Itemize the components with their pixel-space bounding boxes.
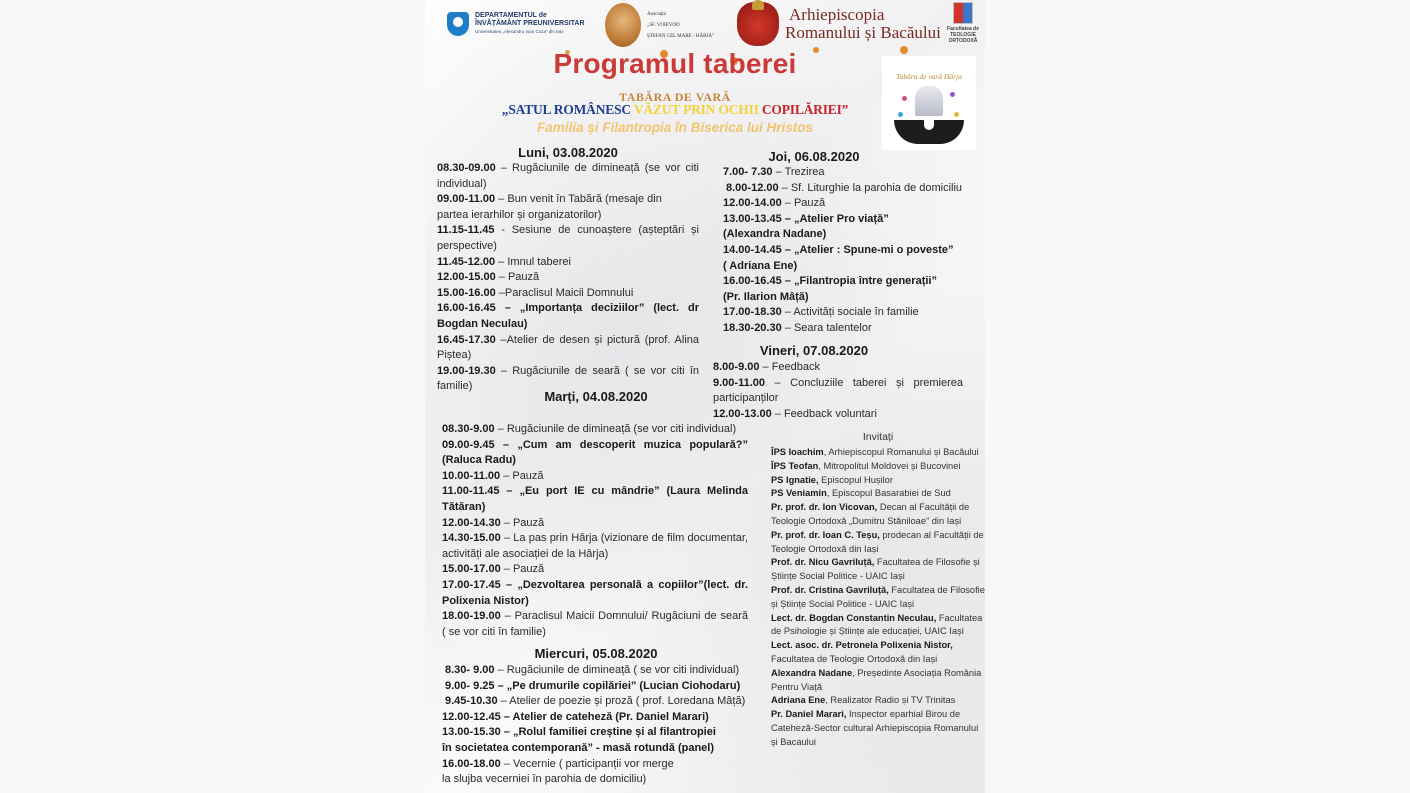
entry-text: – „Filantropia între generații” (781, 275, 937, 288)
entry-text: – „Atelier : Spune-mi o poveste” (781, 243, 954, 256)
guest-item (771, 639, 985, 667)
entry-time: 8.00-9.00 (713, 361, 760, 373)
entry-text: – Concluziile taberei și premierea participanților (713, 376, 963, 405)
entry-time: 10.00-11.00 (442, 469, 501, 482)
camp-theme-part1: „SATUL ROMÂNESC (501, 102, 634, 117)
entry-text: – Seara talentelor (781, 321, 872, 334)
entry-text: – Rugăciunile de dimineață (se vor citi individual) (437, 162, 699, 190)
guest-name: ÎPS Teofan (771, 460, 819, 471)
entry-text: –Atelier de desen și pictură (prof. Alina Piștea) (437, 333, 699, 362)
arch-logo-line2: Romanului și Bacăului (785, 23, 941, 42)
schedule-entry (442, 516, 748, 532)
fac-logo-line1: Facultatea de (947, 26, 979, 32)
schedule-entry (723, 212, 973, 228)
entry-text: ( Adriana Ene) (723, 259, 798, 272)
schedule-entry (713, 360, 963, 376)
entry-time: 12.00-14.30 (442, 516, 501, 529)
guest-role: Inspector eparhial Birou de Cateheză-Sector cultural Arhiepiscopia Romanului și Bacaului (771, 709, 979, 747)
entry-time: 19.00-19.30 (437, 364, 496, 377)
schedule-entry (723, 165, 973, 181)
guest-role: Decan al Facultății de Teologie Ortodoxă „Dumitru Stăniloae” din Iași (771, 502, 970, 526)
entry-time: 17.00-18.30 (723, 306, 782, 319)
guest-name: Adriana Ene (771, 695, 826, 706)
guest-name: PS Ignatie, (771, 474, 819, 485)
schedule-entry (442, 679, 762, 695)
entry-time: 08.30-9.00 (442, 423, 495, 435)
assoc-logo-line1: Asociația (647, 11, 666, 17)
fac-logo-line3: ORTODOXĂ (948, 38, 978, 44)
schedule-entry (723, 321, 973, 337)
schedule-entry (723, 181, 973, 197)
guest-role: , Realizator Radio și TV Trinitas (825, 695, 956, 706)
schedule-marti (442, 422, 748, 640)
schedule-entry (442, 469, 748, 485)
guest-item (771, 529, 985, 557)
entry-text: – „Pe drumurile copilăriei” (Lucian Ciohodaru) (494, 679, 741, 692)
open-hands-icon (894, 120, 964, 144)
entry-time: 16.00-16.45 (723, 275, 782, 288)
camp-subtitle: TABĂRA DE VARĂ (619, 90, 731, 104)
dep-logo-line3: Universitatea „Alexandru Ioan Cuza” din Iași (475, 29, 564, 34)
guest-name: Pr. Daniel Marari, (771, 709, 847, 720)
entry-time: 8.00-12.00 (726, 181, 779, 194)
schedule-entry (437, 161, 699, 192)
guest-item (771, 612, 985, 640)
schedule-entry (437, 301, 699, 332)
guest-item (771, 501, 985, 529)
entry-text: – Rugăciunile de seară ( se vor citi în familie) (437, 364, 699, 393)
guest-item (771, 694, 985, 708)
assoc-logo-line3: ȘTEFAN CEL MARE - HÂRJA” (647, 33, 715, 39)
page-title: Programul taberei (553, 48, 797, 79)
entry-text: – Atelier de cateheză (Pr. Daniel Marari) (500, 710, 709, 723)
entry-text: la slujba vecerniei în parohia de domiciliu) (442, 773, 647, 786)
camp-program-poster (425, 0, 985, 793)
day-heading-marti: Marți, 04.08.2020 (544, 389, 648, 404)
guest-role: , Episcopul Basarabiei de Sud (826, 488, 951, 499)
schedule-entry (723, 196, 973, 212)
guest-item (771, 667, 985, 695)
schedule-entry (442, 694, 762, 710)
entry-text: – Pauză (500, 469, 544, 482)
schedule-entry (442, 531, 748, 562)
schedule-entry-cont (723, 259, 973, 275)
guest-role: , Mitropolitul Moldovei și Bucovinei (818, 460, 961, 471)
entry-time: 09.00-11.00 (437, 193, 496, 206)
entry-time: 9.45-10.30 (445, 695, 498, 708)
confetti-icon (902, 96, 907, 101)
entry-text: – Imnul taberei (495, 255, 571, 268)
schedule-entry (442, 438, 748, 469)
department-logo (447, 12, 585, 36)
entry-time: 08.30-09.00 (437, 162, 496, 174)
guest-role: Episcopul Hușilor (818, 474, 893, 485)
arch-logo-line1: Arhiepiscopia (789, 5, 885, 24)
schedule-entry (437, 333, 699, 364)
schedule-vineri (713, 360, 963, 422)
entry-text: - Sesiune de cunoaștere (așteptări și perspective) (437, 224, 699, 252)
entry-text: (Alexandra Nadane) (723, 228, 827, 241)
entry-time: 9.00- 9.25 (445, 679, 495, 692)
camp-theme-part2: VĂZUT PRIN OCHII (633, 102, 762, 117)
association-logo (605, 3, 714, 47)
entry-text: – Pauză (500, 563, 545, 576)
guest-item (771, 487, 985, 501)
entry-text: – Atelier de poezie și proză ( prof. Loredana Mâță) (497, 695, 746, 708)
guests-heading: Invitați (862, 431, 894, 443)
entry-time: 15.00-17.00 (442, 563, 501, 576)
guest-role: Facultatea de Filosofie și Științe Social Politice - UAIC Iași (771, 557, 980, 582)
entry-text: – Pauză (781, 197, 826, 210)
schedule-entry (723, 305, 973, 321)
entry-time: 12.00-12.45 (442, 710, 501, 723)
entry-time: 18.00-19.00 (442, 610, 501, 623)
schedule-entry (442, 562, 748, 578)
schedule-entry (442, 609, 748, 640)
entry-time: 17.00-17.45 (442, 578, 501, 591)
guest-item (771, 584, 985, 612)
guest-item (771, 708, 985, 749)
schedule-entry (723, 243, 973, 259)
entry-text: – Feedback (759, 361, 821, 373)
schedule-entry-cont (442, 741, 762, 757)
guest-item (771, 474, 985, 488)
day-heading-vineri: Vineri, 07.08.2020 (759, 343, 869, 358)
camp-tagline: Familia și Filantropia în Biserica lui Hristos (536, 120, 814, 135)
entry-text: – Pauză (500, 516, 545, 529)
entry-time: 18.30-20.30 (723, 321, 782, 334)
entry-time: 13.00-13.45 (723, 212, 782, 225)
confetti-icon (898, 112, 903, 117)
entry-text: –Paraclisul Maicii Domnului (495, 286, 634, 299)
entry-text: – „Importanța deciziilor” (lect. dr Bogdan Neculau) (437, 302, 699, 330)
guest-name: PS Veniamin (771, 488, 827, 499)
day-heading-miercuri: Miercuri, 05.08.2020 (534, 646, 658, 661)
guest-name: Alexandra Nadane (771, 667, 853, 678)
schedule-entry (442, 663, 762, 679)
schedule-entry (442, 710, 762, 726)
saint-portrait-icon (605, 3, 641, 47)
guest-name: Pr. prof. dr. Ioan C. Teșu, (771, 529, 880, 540)
schedule-luni (437, 161, 699, 395)
entry-text: – Activități sociale în familie (781, 306, 919, 319)
day-heading-luni: Luni, 03.08.2020 (518, 145, 618, 160)
guest-item (771, 446, 985, 460)
entry-time: 15.00-16.00 (437, 286, 496, 299)
camp-logo-caption: Tabăra de vară Hârja (896, 72, 962, 81)
faculty-logo (945, 2, 981, 44)
entry-text: – „Rolul familiei creștine și al filantropiei (500, 726, 716, 739)
entry-time: 12.00-13.00 (713, 407, 772, 420)
schedule-entry (713, 407, 963, 423)
schedule-entry (713, 376, 963, 407)
entry-text: – Sf. Liturghie la parohia de domiciliu (778, 181, 963, 194)
confetti-icon (950, 92, 955, 97)
schedule-entry (437, 192, 699, 223)
entry-time: 7.00- 7.30 (723, 166, 773, 178)
schedule-entry (437, 270, 699, 286)
guest-name: Prof. dr. Cristina Gavriluță, (771, 584, 889, 595)
entry-time: 13.00-15.30 (442, 726, 501, 739)
guest-role: prodecan al Facultății de Teologie Ortodoxă din Iași (771, 529, 984, 554)
entry-time: 14.00-14.45 (723, 243, 782, 256)
day-heading-joi: Joi, 06.08.2020 (768, 149, 860, 164)
guest-role: Facultatea de Teologie Ortodoxă din Iași (771, 653, 938, 664)
schedule-entry (442, 422, 748, 438)
university-shield-icon (447, 12, 469, 36)
entry-text: – Rugăciunile de dimineață ( se vor citi individual) (494, 664, 740, 676)
schedule-entry-cont (442, 772, 762, 788)
guest-name: Lect. asoc. dr. Petronela Polixenia Nistor, (771, 640, 953, 651)
entry-text: – „Atelier Pro viață” (781, 212, 889, 225)
schedule-entry (442, 725, 762, 741)
entry-time: 11.45-12.00 (437, 255, 496, 268)
entry-time: 16.00-18.00 (442, 757, 501, 770)
entry-text: în societatea contemporană” - masă rotundă (panel) (442, 741, 715, 754)
schedule-entry (442, 757, 762, 773)
entry-text: – Vecernie ( participanții vor merge (500, 757, 674, 770)
entry-time: 16.00-16.45 (437, 302, 496, 315)
dep-logo-line2: ÎNVĂȚĂMÂNT PREUNIVERSITAR (475, 20, 585, 27)
entry-text: – La pas prin Hârja (vizionare de film documentar, activități ale asociației de la Hârja) (442, 532, 748, 560)
entry-time: 11.15-11.45 (437, 224, 495, 237)
schedule-miercuri (442, 663, 762, 788)
schedule-entry (442, 484, 748, 515)
guest-role: , Președinte Asociația România Pentru Viață (771, 667, 982, 692)
guest-role: Facultatea de Filosofie și Științe Social Politice - UAIC Iași (771, 584, 985, 609)
entry-text: – Pauză (495, 271, 540, 284)
camp-theme-part3: COPILĂRIEI” (761, 102, 849, 117)
entry-text: – „Dezvoltarea personală a copiilor”(lect. dr. Polixenia Nistor) (442, 578, 748, 607)
faculty-emblem-icon (953, 2, 973, 24)
schedule-joi (723, 165, 973, 337)
guest-role: , Arhiepiscopul Romanului și Bacăului (823, 447, 979, 457)
coat-of-arms-icon (737, 2, 779, 46)
fac-logo-line2: TEOLOGIE (950, 32, 976, 38)
archdiocese-logo (737, 2, 941, 46)
entry-text: – Trezirea (772, 166, 825, 178)
guest-item (771, 460, 985, 474)
assoc-logo-line2: „SF. VOIEVOD (647, 22, 680, 28)
schedule-entry (437, 223, 699, 254)
schedule-entry-cont (723, 290, 973, 306)
confetti-icon (954, 112, 959, 117)
entry-time: 16.45-17.30 (437, 333, 496, 346)
schedule-entry (437, 286, 699, 302)
entry-text: – Rugăciunile de dimineață (se vor citi individual) (494, 423, 737, 435)
camp-theme (425, 102, 925, 118)
entry-text: – Paraclisul Maicii Domnului/ Rugăciuni de seară ( se vor citi în familie) (442, 610, 748, 638)
dep-logo-line1: DEPARTAMENTUL de (475, 12, 547, 19)
entry-time: 12.00-14.00 (723, 197, 782, 210)
church-icon (915, 86, 943, 116)
guest-role: Facultatea de Psihologie și Științe ale educației, UAIC Iași (771, 612, 983, 637)
camp-logo (882, 56, 976, 150)
entry-text: – „Eu port IE cu mândrie” (Laura Melinda Tătăran) (442, 485, 748, 513)
entry-time: 9.00-11.00 (713, 376, 765, 389)
entry-time: 12.00-15.00 (437, 271, 496, 284)
guest-name: ÎPS Ioachim (771, 447, 824, 457)
schedule-entry-cont (723, 227, 973, 243)
schedule-entry (442, 578, 748, 609)
entry-text: – „Cum am descoperit muzica populară?” (Raluca Radu) (442, 438, 748, 467)
entry-text: – Bun venit în Tabără (mesaje din partea ierarhilor și organizatorilor) (437, 193, 662, 221)
guest-item (771, 556, 985, 584)
guest-name: Lect. dr. Bogdan Constantin Neculau, (771, 612, 937, 623)
entry-time: 11.00-11.45 (442, 485, 500, 498)
schedule-entry (437, 255, 699, 271)
entry-time: 8.30- 9.00 (445, 664, 495, 676)
entry-time: 14.30-15.00 (442, 532, 501, 545)
schedule-entry (723, 274, 973, 290)
entry-text: – Feedback voluntari (771, 407, 877, 420)
entry-text: (Pr. Ilarion Mâță) (723, 290, 809, 303)
guest-name: Pr. prof. dr. Ion Vicovan, (771, 502, 878, 513)
guests-list (771, 446, 985, 750)
guest-name: Prof. dr. Nicu Gavriluță, (771, 557, 875, 568)
entry-time: 09.00-9.45 (442, 438, 495, 451)
